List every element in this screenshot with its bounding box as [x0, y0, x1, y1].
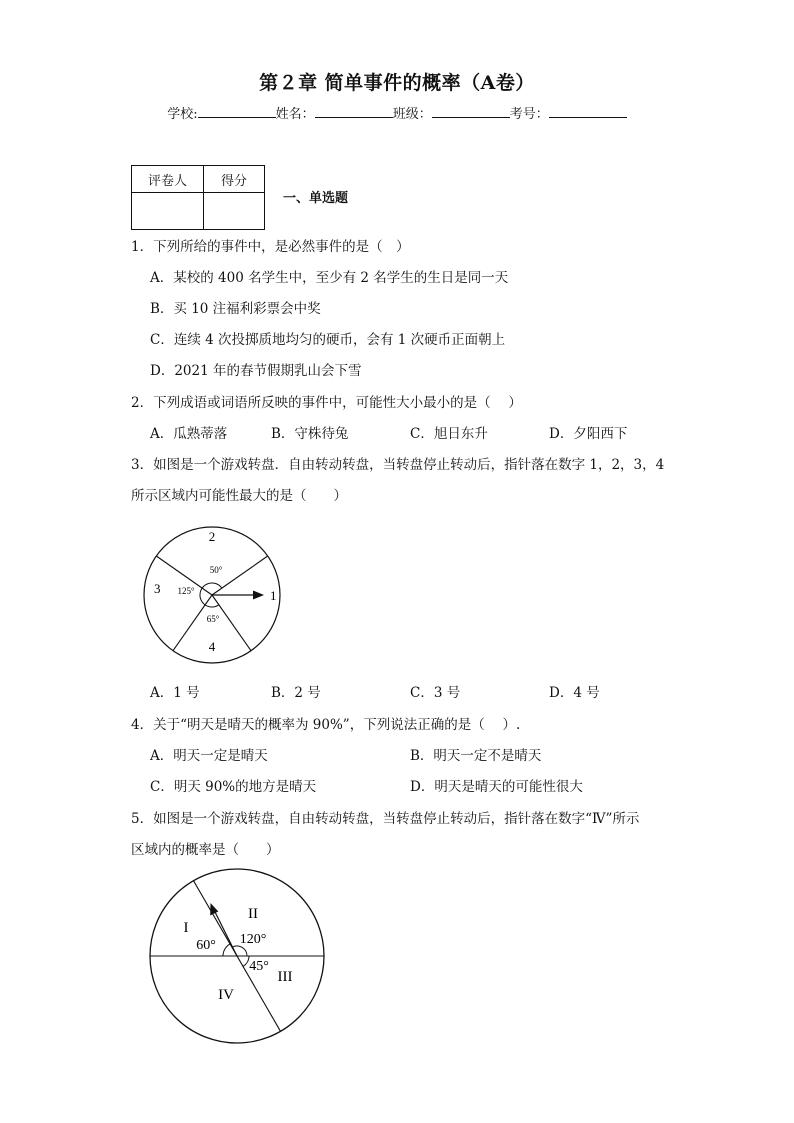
- region-label-ii: II: [248, 906, 258, 922]
- region-label-iii: III: [277, 969, 293, 985]
- region-label-iv: IV: [218, 987, 234, 1003]
- spinner-figure-q3: [140, 520, 290, 670]
- question-2-stem: 2．下列成语或词语所反映的事件中，可能性大小最小的是（ ）: [131, 395, 522, 411]
- angle-label-120: 120°: [239, 932, 267, 947]
- question-1-stem: 1．下列所给的事件中，是必然事件的是（ ）: [131, 239, 410, 255]
- question-4-stem: 4．关于“明天是晴天的概率为 90%”，下列说法正确的是（ ）.: [131, 717, 521, 733]
- score-cell: [204, 193, 265, 230]
- spinner-figure-q5: [142, 868, 332, 1044]
- angle-label-65: 65°: [206, 614, 220, 624]
- angle-label-60: 60°: [196, 938, 216, 953]
- question-4-option-a: A．明天一定是晴天: [150, 748, 268, 764]
- pointer-arrowhead: [210, 903, 218, 916]
- region-label-4: 4: [208, 639, 216, 654]
- school-label: 学校:: [167, 107, 198, 122]
- question-3-option-b: B．2 号: [271, 685, 321, 701]
- class-blank: [432, 105, 510, 118]
- name-blank: [315, 105, 393, 118]
- question-1-option-a: A．某校的 400 名学生中，至少有 2 名学生的生日是同一天: [150, 270, 509, 286]
- question-4-option-c: C．明天 90%的地方是晴天: [150, 779, 317, 795]
- question-4-option-b: B．明天一定不是晴天: [410, 748, 542, 764]
- student-info-line: [0, 103, 794, 122]
- question-3-option-c: C．3 号: [410, 685, 461, 701]
- question-1-option-c: C．连续 4 次投掷质地均匀的硬币，会有 1 次硬币正面朝上: [150, 332, 506, 348]
- reviewer-cell: [132, 193, 204, 230]
- question-2-option-a: A．瓜熟蒂落: [150, 426, 228, 442]
- region-label-2: 2: [208, 529, 216, 544]
- name-label: 姓名：: [275, 107, 315, 122]
- angle-label-45: 45°: [249, 959, 269, 974]
- exam-no-label: 考号：: [509, 107, 549, 122]
- exam-no-blank: [549, 105, 627, 118]
- page-title: 第２章 简单事件的概率（A卷）: [259, 72, 535, 94]
- reviewer-header: 评卷人: [132, 166, 204, 193]
- question-2-option-c: C．旭日东升: [410, 426, 488, 442]
- question-5-stem-line1: 5．如图是一个游戏转盘，自由转动转盘，当转盘停止转动后，指针落在数字“Ⅳ”所示: [131, 811, 640, 827]
- class-label: 班级：: [392, 107, 432, 122]
- divider-line: [209, 556, 268, 595]
- question-5-stem-line2: 区域内的概率是（ ）: [131, 842, 280, 858]
- question-3-option-a: A．1 号: [150, 685, 200, 701]
- angle-arc: [223, 944, 230, 956]
- question-2-option-d: D．夕阳西下: [549, 426, 628, 442]
- question-3-stem-line1: 3．如图是一个游戏转盘．自由转动转盘，当转盘停止转动后，指针落在数字 1，2，3，4: [131, 457, 665, 473]
- angle-label-125: 125°: [177, 586, 195, 596]
- region-label-1: 1: [270, 588, 277, 603]
- score-table: [131, 165, 265, 230]
- angle-arc: [243, 956, 249, 966]
- question-3-stem-line2: 所示区域内可能性最大的是（ ）: [131, 488, 347, 504]
- angle-label-50: 50°: [209, 565, 223, 575]
- score-header: 得分: [204, 166, 265, 193]
- question-3-option-d: D．4 号: [549, 685, 600, 701]
- region-label-3: 3: [154, 581, 161, 596]
- pointer-arrowhead: [253, 591, 264, 600]
- question-4-option-d: D．明天是晴天的可能性很大: [410, 779, 583, 795]
- section-title: 一、单选题: [283, 191, 349, 206]
- question-1-option-b: B．买 10 注福利彩票会中奖: [150, 301, 321, 317]
- school-blank: [198, 105, 276, 118]
- region-label-i: I: [183, 920, 189, 936]
- question-2-option-b: B．守株待兔: [271, 426, 349, 442]
- question-1-option-d: D．2021 年的春节假期乳山会下雪: [150, 363, 362, 379]
